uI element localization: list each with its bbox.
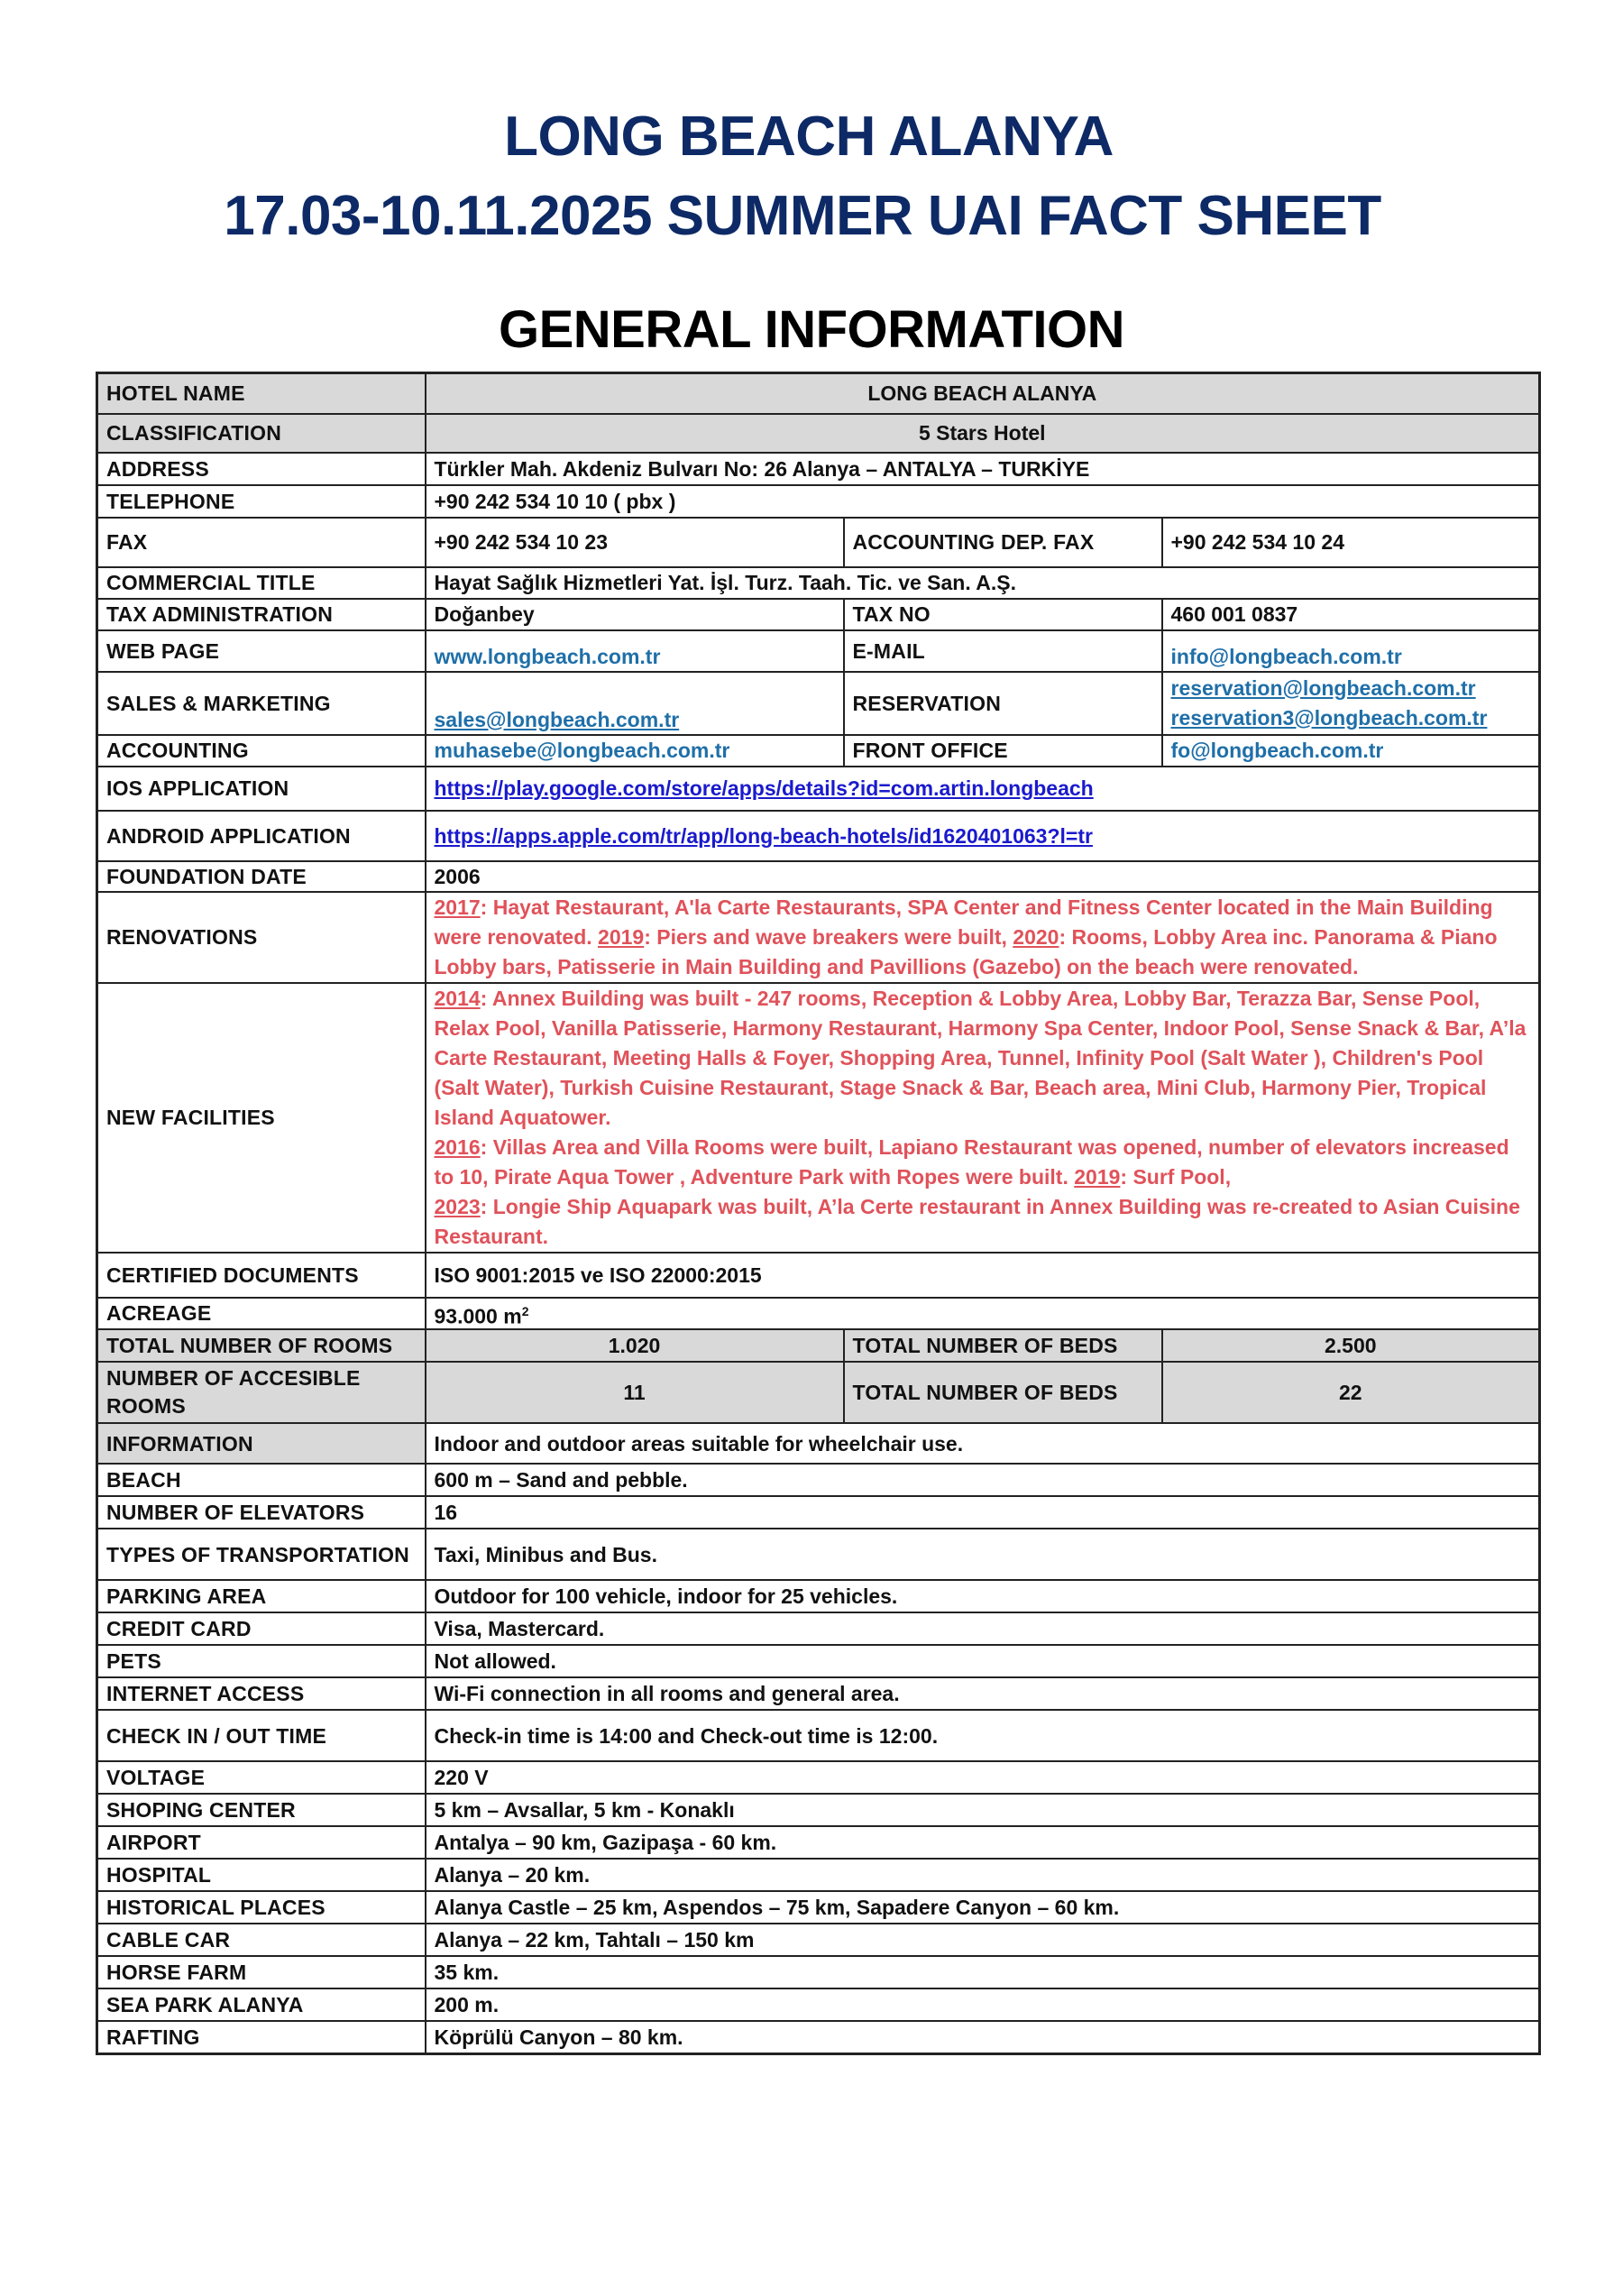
value-renovations [426, 892, 1540, 983]
value-detail: Outdoor for 100 vehicle, indoor for 25 vehicles. [426, 1580, 1540, 1612]
value-detail: 200 m. [426, 1988, 1540, 2021]
label-total-beds: TOTAL NUMBER OF BEDS [844, 1329, 1162, 1362]
row-new-facilities [97, 983, 1540, 1253]
reservation-email-link-1[interactable]: reservation@longbeach.com.tr [1170, 675, 1476, 700]
row-telephone [97, 485, 1540, 518]
label-detail: HORSE FARM [97, 1956, 426, 1988]
label-accounting: ACCOUNTING [97, 735, 426, 767]
renovation-year: 2020 [1013, 924, 1059, 949]
label-detail: HOSPITAL [97, 1859, 426, 1891]
label-address: ADDRESS [97, 453, 426, 485]
row-sea-park [97, 1988, 1540, 2021]
label-new-facilities: NEW FACILITIES [97, 983, 426, 1253]
label-commercial-title: COMMERCIAL TITLE [97, 567, 426, 599]
row-address [97, 453, 1540, 485]
value-total-beds: 2.500 [1162, 1329, 1540, 1362]
label-accessible-beds: TOTAL NUMBER OF BEDS [844, 1362, 1162, 1423]
value-detail: 35 km. [426, 1956, 1540, 1988]
reservation-emails [1162, 672, 1540, 735]
label-detail: CABLE CAR [97, 1924, 426, 1956]
accounting-email-link-text[interactable]: muhasebe@longbeach.com.tr [434, 739, 730, 762]
document-title: LONG BEACH ALANYA [504, 106, 1114, 168]
label-detail: INTERNET ACCESS [97, 1677, 426, 1710]
web-page-link[interactable] [426, 630, 844, 672]
row-hotel-name [97, 373, 1540, 414]
label-front-office: FRONT OFFICE [844, 735, 1162, 767]
android-app-link[interactable] [426, 811, 1540, 861]
label-renovations: RENOVATIONS [97, 892, 426, 983]
row-acreage [97, 1298, 1540, 1330]
value-detail: 16 [426, 1496, 1540, 1529]
label-sales-marketing: SALES & MARKETING [97, 672, 426, 735]
label-foundation-date: FOUNDATION DATE [97, 861, 426, 892]
web-page-link-text[interactable]: www.longbeach.com.tr [434, 644, 661, 668]
facility-year: 2016 [434, 1134, 481, 1159]
value-accounting-fax: +90 242 534 10 24 [1162, 518, 1540, 567]
value-detail: Alanya – 22 km, Tahtalı – 150 km [426, 1924, 1540, 1956]
renovation-text: : Hayat Restaurant, A'la Carte Restaurants, SPA Center and Fitness Center located in the Main Building were renovated. [434, 895, 1493, 949]
row-internet [97, 1677, 1540, 1710]
front-office-email-link-text[interactable]: fo@longbeach.com.tr [1170, 739, 1384, 762]
facility-text: : Surf Pool, [1120, 1164, 1232, 1189]
renovation-text: : Rooms, Lobby Area inc. Panorama & Piano Lobby bars, Patisserie in Main Building and Pavillions (Gazebo) on the beach were renovated. [434, 924, 1498, 978]
fact-sheet-table [96, 372, 1541, 2055]
row-total-rooms-beds [97, 1329, 1540, 1362]
value-commercial-title: Hayat Sağlık Hizmetleri Yat. İşl. Turz. Taah. Tic. ve San. A.Ş. [426, 567, 1540, 599]
ios-app-link-text[interactable]: https://play.google.com/store/apps/details?id=com.artin.longbeach [434, 776, 1094, 800]
row-shopping-center [97, 1794, 1540, 1826]
value-detail: Alanya – 20 km. [426, 1859, 1540, 1891]
row-credit-card [97, 1612, 1540, 1645]
label-tax-administration: TAX ADMINISTRATION [97, 599, 426, 630]
value-hotel-name: LONG BEACH ALANYA [426, 373, 1540, 414]
value-fax: +90 242 534 10 23 [426, 518, 844, 567]
facility-year: 2014 [434, 986, 481, 1010]
row-classification [97, 414, 1540, 453]
label-detail: AIRPORT [97, 1826, 426, 1859]
sales-email-link[interactable] [426, 672, 844, 735]
label-detail: CHECK IN / OUT TIME [97, 1710, 426, 1761]
label-detail: PETS [97, 1645, 426, 1677]
document-subtitle-season: 17.03-10.11.2025 SUMMER UAI FACT SHEET [224, 185, 1381, 247]
label-reservation: RESERVATION [844, 672, 1162, 735]
label-detail: SEA PARK ALANYA [97, 1988, 426, 2021]
row-rafting [97, 2021, 1540, 2053]
label-ios-application: IOS APPLICATION [97, 767, 426, 811]
row-information [97, 1423, 1540, 1464]
label-information: INFORMATION [97, 1423, 426, 1464]
facility-year: 2023 [434, 1194, 481, 1218]
value-detail: Check-in time is 14:00 and Check-out time is 12:00. [426, 1710, 1540, 1761]
row-airport [97, 1826, 1540, 1859]
row-accessible-rooms-beds [97, 1362, 1540, 1423]
label-detail: BEACH [97, 1464, 426, 1496]
row-cable-car [97, 1924, 1540, 1956]
label-total-rooms: TOTAL NUMBER OF ROOMS [97, 1329, 426, 1362]
renovation-year: 2017 [434, 895, 481, 919]
row-renovations [97, 892, 1540, 983]
value-certified-documents: ISO 9001:2015 ve ISO 22000:2015 [426, 1253, 1540, 1298]
acreage-number: 93.000 m [434, 1304, 522, 1328]
value-classification: 5 Stars Hotel [426, 414, 1540, 453]
row-transportation [97, 1529, 1540, 1580]
value-new-facilities [426, 983, 1540, 1253]
row-hospital [97, 1859, 1540, 1891]
row-accounting-frontoffice [97, 735, 1540, 767]
ios-app-link[interactable] [426, 767, 1540, 811]
value-detail: Not allowed. [426, 1645, 1540, 1677]
facility-text: : Villas Area and Villa Rooms were built, Lapiano Restaurant was opened, number of elevators increased to 10, Pirate Aqua Tower , Adventure Park with Ropes were built. [434, 1134, 1509, 1189]
value-total-rooms: 1.020 [426, 1329, 844, 1362]
value-detail: 5 km – Avsallar, 5 km - Konaklı [426, 1794, 1540, 1826]
row-fax [97, 518, 1540, 567]
value-foundation-date: 2006 [426, 861, 1540, 892]
row-beach [97, 1464, 1540, 1496]
label-detail: RAFTING [97, 2021, 426, 2053]
reservation-email-link-2[interactable]: reservation3@longbeach.com.tr [1170, 705, 1488, 730]
email-link-text[interactable]: info@longbeach.com.tr [1170, 644, 1402, 668]
label-certified-documents: CERTIFIED DOCUMENTS [97, 1253, 426, 1298]
row-tax [97, 599, 1540, 630]
value-detail: 600 m – Sand and pebble. [426, 1464, 1540, 1496]
email-link[interactable] [1162, 630, 1540, 672]
facility-text: : Annex Building was built - 247 rooms, Reception & Lobby Area, Lobby Bar, Terazza Bar, Sense Pool, Relax Pool, Vanilla Patisserie, Harmony Restaurant, Harmony Spa Center, Indoor Pool, Sense Snack & Bar, A’la Carte Restaurant, Meeting Halls & Foyer, Shopping Area, Tunnel, Infinity Pool (Salt Water ), Children's Pool (Salt Water), Turkish Cuisine Restaurant, Stage Snack & Bar, Beach area, Mini Club, Harmony Pier, Tropical Island Aquatower. [434, 986, 1527, 1129]
sales-email-link-text[interactable]: sales@longbeach.com.tr [434, 707, 680, 731]
label-accessible-rooms: NUMBER OF ACCESIBLE ROOMS [97, 1362, 426, 1423]
row-parking [97, 1580, 1540, 1612]
value-address: Türkler Mah. Akdeniz Bulvarı No: 26 Alanya – ANTALYA – TURKİYE [426, 453, 1540, 485]
label-detail: HISTORICAL PLACES [97, 1891, 426, 1924]
row-horse-farm [97, 1956, 1540, 1988]
label-android-application: ANDROID APPLICATION [97, 811, 426, 861]
value-accessible-beds: 22 [1162, 1362, 1540, 1423]
row-ios-app [97, 767, 1540, 811]
value-accessible-rooms: 11 [426, 1362, 844, 1423]
row-voltage [97, 1761, 1540, 1794]
value-information: Indoor and outdoor areas suitable for wheelchair use. [426, 1423, 1540, 1464]
acreage-unit-superscript: 2 [521, 1303, 529, 1318]
label-detail: TYPES OF TRANSPORTATION [97, 1529, 426, 1580]
value-detail: Visa, Mastercard. [426, 1612, 1540, 1645]
label-email: E-MAIL [844, 630, 1162, 672]
label-detail: PARKING AREA [97, 1580, 426, 1612]
row-commercial-title [97, 567, 1540, 599]
row-web-email [97, 630, 1540, 672]
label-fax: FAX [97, 518, 426, 567]
label-hotel-name: HOTEL NAME [97, 373, 426, 414]
row-check-in-out [97, 1710, 1540, 1761]
label-accounting-fax: ACCOUNTING DEP. FAX [844, 518, 1162, 567]
label-detail: CREDIT CARD [97, 1612, 426, 1645]
label-acreage: ACREAGE [97, 1298, 426, 1330]
label-detail: SHOPING CENTER [97, 1794, 426, 1826]
facility-year: 2019 [1074, 1164, 1121, 1189]
label-web-page: WEB PAGE [97, 630, 426, 672]
label-classification: CLASSIFICATION [97, 414, 426, 453]
value-detail: 220 V [426, 1761, 1540, 1794]
accounting-email-link[interactable] [426, 735, 844, 767]
value-detail: Wi-Fi connection in all rooms and general area. [426, 1677, 1540, 1710]
facility-text: : Longie Ship Aquapark was built, A’la Certe restaurant in Annex Building was re-created to Asian Cuisine Restaurant. [434, 1194, 1520, 1248]
row-foundation-date [97, 861, 1540, 892]
value-detail: Alanya Castle – 25 km, Aspendos – 75 km, Sapadere Canyon – 60 km. [426, 1891, 1540, 1924]
row-historical-places [97, 1891, 1540, 1924]
row-sales-reservation [97, 672, 1540, 735]
renovation-year: 2019 [598, 924, 645, 949]
value-detail: Köprülü Canyon – 80 km. [426, 2021, 1540, 2053]
section-title-general-information: GENERAL INFORMATION [498, 300, 1124, 359]
label-detail: VOLTAGE [97, 1761, 426, 1794]
renovation-text: : Piers and wave breakers were built, [644, 924, 1013, 949]
value-acreage [426, 1298, 1540, 1330]
label-telephone: TELEPHONE [97, 485, 426, 518]
label-detail: NUMBER OF ELEVATORS [97, 1496, 426, 1529]
row-android-app [97, 811, 1540, 861]
value-tax-administration: Doğanbey [426, 599, 844, 630]
android-app-link-text[interactable]: https://apps.apple.com/tr/app/long-beach-hotels/id1620401063?l=tr [434, 823, 1093, 848]
value-telephone: +90 242 534 10 10 ( pbx ) [426, 485, 1540, 518]
value-tax-no: 460 001 0837 [1162, 599, 1540, 630]
row-elevators [97, 1496, 1540, 1529]
value-detail: Taxi, Minibus and Bus. [426, 1529, 1540, 1580]
row-certified-documents [97, 1253, 1540, 1298]
value-detail: Antalya – 90 km, Gazipaşa - 60 km. [426, 1826, 1540, 1859]
front-office-email-link[interactable] [1162, 735, 1540, 767]
label-tax-no: TAX NO [844, 599, 1162, 630]
row-pets [97, 1645, 1540, 1677]
